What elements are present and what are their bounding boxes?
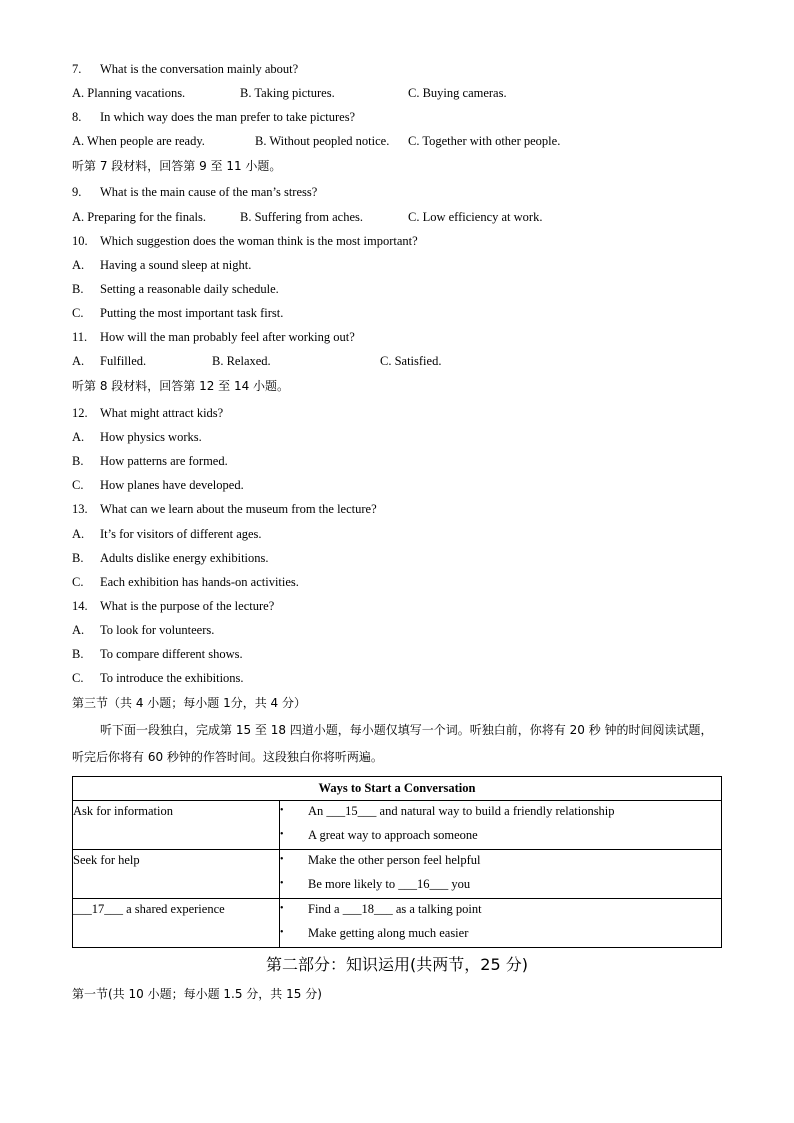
option-b: B. Suffering from aches. (240, 210, 364, 224)
question-13: 13. What can we learn about the museum from the lecture? (72, 502, 377, 516)
question-text: What can we learn about the museum from the lecture? (100, 502, 377, 516)
bullet-icon: • (280, 903, 284, 914)
question-7: 7. What is the conversation mainly about? (72, 62, 299, 76)
question-text: What is the purpose of the lecture? (100, 599, 275, 613)
option-b: B. To compare different shows. (72, 647, 243, 661)
option-c: C. Each exhibition has hands-on activities. (72, 575, 299, 589)
question-12: 12. What might attract kids? (72, 406, 224, 420)
option-a: A. When people are ready. (72, 134, 205, 148)
row-item: Make the other person feel helpful (308, 853, 481, 867)
option-a: A. Fulfilled. (72, 354, 147, 368)
option-a: A. Planning vacations. (72, 86, 186, 100)
question-11: 11. How will the man probably feel after working out? (72, 330, 355, 344)
instructions-paragraph: 听下面一段独白，完成第 15 至 18 四道小题，每小题仅填写一个词。听独白前，你将有 20 秒 钟的时间阅读试题，听完后你将有 60 秒钟的作答时间。这段独白你将听两遍。 (72, 723, 713, 764)
bullet-icon: • (280, 829, 284, 840)
bullet-icon: • (280, 854, 284, 865)
option-b: B. Without peopled notice. (255, 134, 390, 148)
option-a: A. Having a sound sleep at night. (72, 258, 252, 272)
option-a: A. To look for volunteers. (72, 623, 215, 637)
option-a: A. It’s for visitors of different ages. (72, 527, 262, 541)
row-item: Be more likely to ___16___ you (308, 877, 471, 891)
option-c: C. Satisfied. (380, 354, 442, 368)
option-c: C. Together with other people. (408, 134, 561, 148)
question-text: What is the main cause of the man’s stress? (100, 185, 318, 199)
bullet-icon: • (280, 805, 284, 816)
question-14: 14. What is the purpose of the lecture? (72, 599, 275, 613)
option-c: C. Putting the most important task first. (72, 306, 284, 320)
option-c: C. How planes have developed. (72, 478, 244, 492)
option-b: B. Relaxed. (212, 354, 271, 368)
question-10: 10. Which suggestion does the woman think is the most important? (72, 234, 418, 248)
row-label: ___17___ a shared experience (73, 902, 225, 916)
row-label: Ask for information (73, 804, 173, 818)
row-item: Find a ___18___ as a talking point (308, 902, 482, 916)
table-row (73, 801, 722, 850)
section-3-heading: 第三节（共 4 小题；每小题 1分，共 4 分） (72, 696, 306, 710)
table-row (73, 850, 722, 899)
conversation-table (72, 776, 722, 948)
option-a: A. Preparing for the finals. (72, 210, 206, 224)
row-item: A great way to approach someone (308, 828, 478, 842)
bullet-icon: • (280, 878, 284, 889)
material-8-heading: 听第 8 段材料，回答第 12 至 14 小题。 (72, 379, 290, 393)
part-2-section-1-heading: 第一节(共 10 小题；每小题 1.5 分，共 15 分) (72, 987, 322, 1001)
option-b: B. Taking pictures. (240, 86, 335, 100)
row-item: Make getting along much easier (308, 926, 469, 940)
row-label: Seek for help (73, 853, 140, 867)
question-text: In which way does the man prefer to take pictures? (100, 110, 356, 124)
option-b: B. Setting a reasonable daily schedule. (72, 282, 279, 296)
option-b: B. How patterns are formed. (72, 454, 228, 468)
row-item: An ___15___ and natural way to build a friendly relationship (308, 804, 615, 818)
material-7-heading: 听第 7 段材料，回答第 9 至 11 小题。 (72, 159, 282, 173)
part-2-title: 第二部分：知识运用(共两节，25 分) (266, 955, 528, 974)
question-text: Which suggestion does the woman think is the most important? (100, 234, 418, 248)
question-8: 8. In which way does the man prefer to take pictures? (72, 110, 356, 124)
bullet-icon: • (280, 927, 284, 938)
question-9: 9. What is the main cause of the man’s stress? (72, 185, 318, 199)
question-text: What might attract kids? (100, 406, 224, 420)
option-c: C. To introduce the exhibitions. (72, 671, 244, 685)
table-row (73, 899, 722, 948)
question-text: What is the conversation mainly about? (100, 62, 299, 76)
option-c: C. Buying cameras. (408, 86, 507, 100)
table-caption: Ways to Start a Conversation (73, 777, 722, 801)
question-text: How will the man probably feel after working out? (100, 330, 355, 344)
option-c: C. Low efficiency at work. (408, 210, 543, 224)
option-a: A. How physics works. (72, 430, 202, 444)
option-b: B. Adults dislike energy exhibitions. (72, 551, 269, 565)
